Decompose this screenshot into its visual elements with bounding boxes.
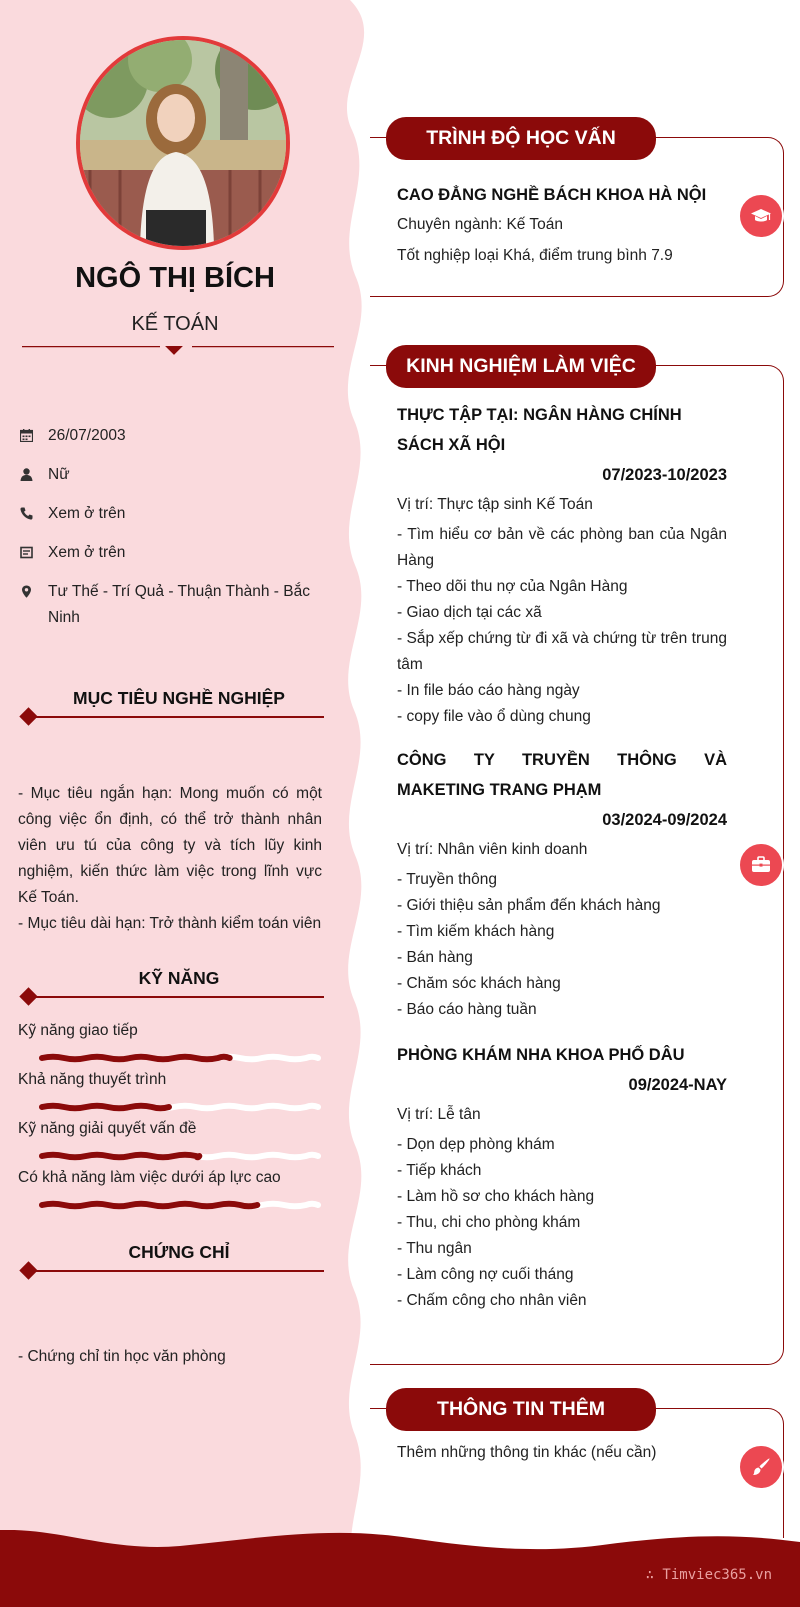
job-task: - Tìm hiểu cơ bản về các phòng ban của Ngân Hàng [397, 526, 727, 569]
education-major: Chuyên ngành: Kế Toán [397, 216, 564, 233]
contact-gender [18, 462, 328, 488]
phone-icon [20, 507, 33, 520]
brush-icon [751, 1457, 771, 1477]
job-task: - copy file vào ổ dùng chung [397, 708, 591, 725]
job-item [397, 745, 727, 1023]
job-position: Vị trí: Nhân viên kinh doanh [397, 841, 588, 858]
skill-name: Kỹ năng giải quyết vấn đề [18, 1120, 197, 1137]
objective-title: MỤC TIÊU NGHỀ NGHIỆP [73, 688, 285, 708]
briefcase-icon [751, 855, 771, 875]
objective-short-term: - Mục tiêu ngắn hạn: Mong muốn có một công việc ổn định, có thể trở thành nhân viên ưu tú của công ty và tích lũy kinh nghiệm, kiến thức làm việc trong lĩnh vực Kế Toán. [18, 785, 322, 906]
skill-bar-fill [42, 1106, 169, 1109]
contact-phone [18, 501, 328, 527]
job-task: - Thu, chi cho phòng khám [397, 1214, 581, 1231]
certificate-item: - Chứng chỉ tin học văn phòng [18, 1348, 226, 1365]
additional-title: THÔNG TIN THÊM [386, 1388, 656, 1431]
contact-email [18, 540, 328, 566]
job-title: KẾ TOÁN [131, 313, 219, 335]
job-task: - Làm hồ sơ cho khách hàng [397, 1188, 595, 1205]
job-task: - Thu ngân [397, 1240, 472, 1257]
education-title: TRÌNH ĐỘ HỌC VẤN [386, 117, 656, 160]
company-name: CÔNG TY TRUYỀN THÔNG VÀ MAKETING TRANG PHẠM [397, 751, 727, 799]
job-task: - Giới thiệu sản phẩm đến khách hàng [397, 897, 661, 914]
job-item [397, 400, 727, 730]
experience-badge [738, 842, 784, 888]
skill-bar [36, 1199, 324, 1211]
email-text[interactable]: Xem ở trên [48, 544, 126, 561]
job-task: - In file báo cáo hàng ngày [397, 682, 580, 699]
objective-long-term: - Mục tiêu dài hạn: Trở thành kiểm toán viên [18, 915, 322, 932]
job-task: - Chấm công cho nhân viên [397, 1292, 587, 1309]
education-grade: Tốt nghiệp loại Khá, điểm trung bình 7.9 [397, 247, 673, 264]
diamond-icon [19, 987, 37, 1005]
school-name: CAO ĐẲNG NGHỀ BÁCH KHOA HÀ NỘI [397, 186, 707, 204]
contact-birthdate [18, 423, 328, 449]
full-name: NGÔ THỊ BÍCH [75, 262, 275, 294]
watermark: ∴ Timviec365.vn [645, 1567, 772, 1583]
skill-bar-fill [42, 1155, 199, 1158]
objective-section-header [22, 688, 324, 724]
additional-content [397, 1440, 727, 1466]
job-task: - Theo dõi thu nợ của Ngân Hàng [397, 578, 628, 595]
company-name: PHÒNG KHÁM NHA KHOA PHỐ DÂU [397, 1046, 685, 1064]
job-task: - Sắp xếp chứng từ đi xã và chứng từ trên trung tâm [397, 630, 727, 673]
avatar [76, 36, 290, 250]
job-position: Vị trí: Lễ tân [397, 1106, 481, 1123]
skill-bar [36, 1150, 324, 1162]
skill-bar [36, 1101, 324, 1113]
name-divider [22, 346, 334, 368]
skill-name: Có khả năng làm việc dưới áp lực cao [18, 1169, 281, 1186]
job-task: - Truyền thông [397, 871, 497, 888]
user-icon [20, 468, 33, 481]
job-task: - Chăm sóc khách hàng [397, 975, 561, 992]
additional-badge [738, 1444, 784, 1490]
education-content [397, 180, 727, 269]
objective-divider [28, 716, 324, 718]
job-item [397, 1040, 727, 1314]
skills-section-header [22, 968, 324, 1004]
experience-title: KINH NGHIỆM LÀM VIỆC [386, 345, 656, 388]
contact-address [18, 579, 328, 631]
skills-divider [28, 996, 324, 998]
gender-text: Nữ [48, 466, 70, 483]
job-task: - Tìm kiếm khách hàng [397, 923, 555, 940]
graduation-cap-icon [751, 206, 771, 226]
certificates-divider [28, 1270, 324, 1272]
address-text: Tư Thế - Trí Quả - Thuận Thành - Bắc Ninh [48, 583, 310, 626]
location-pin-icon [20, 585, 33, 598]
phone-text[interactable]: Xem ở trên [48, 505, 126, 522]
skill-name: Khả năng thuyết trình [18, 1071, 167, 1088]
additional-text: Thêm những thông tin khác (nếu cần) [397, 1444, 657, 1461]
job-period: 03/2024-09/2024 [602, 811, 727, 829]
job-task: - Giao dịch tại các xã [397, 604, 542, 621]
skill-bar [36, 1052, 324, 1064]
profile-photo [80, 40, 286, 246]
job-period: 07/2023-10/2023 [602, 466, 727, 484]
education-badge [738, 193, 784, 239]
skills-title: KỸ NĂNG [138, 968, 220, 988]
skill-name: Kỹ năng giao tiếp [18, 1022, 138, 1039]
job-task: - Dọn dẹp phòng khám [397, 1136, 555, 1153]
job-task: - Bán hàng [397, 949, 473, 966]
company-name: THỰC TẬP TẠI: NGÂN HÀNG CHÍNH SÁCH XÃ HỘI [397, 406, 682, 454]
skill-bar-fill [42, 1057, 230, 1060]
job-period: 09/2024-NAY [628, 1076, 727, 1094]
job-task: - Tiếp khách [397, 1162, 482, 1179]
email-icon [20, 546, 33, 559]
objective-text [18, 781, 322, 937]
diamond-icon [19, 707, 37, 725]
certificates-section-header [22, 1242, 324, 1278]
job-position: Vị trí: Thực tập sinh Kế Toán [397, 496, 593, 513]
job-task: - Làm công nợ cuối tháng [397, 1266, 574, 1283]
job-task: - Báo cáo hàng tuần [397, 1001, 537, 1018]
skill-bar-fill [42, 1204, 257, 1207]
diamond-icon [19, 1261, 37, 1279]
birthdate-text: 26/07/2003 [48, 427, 126, 444]
calendar-icon [20, 429, 33, 442]
certificates-title: CHỨNG CHỈ [128, 1242, 230, 1262]
